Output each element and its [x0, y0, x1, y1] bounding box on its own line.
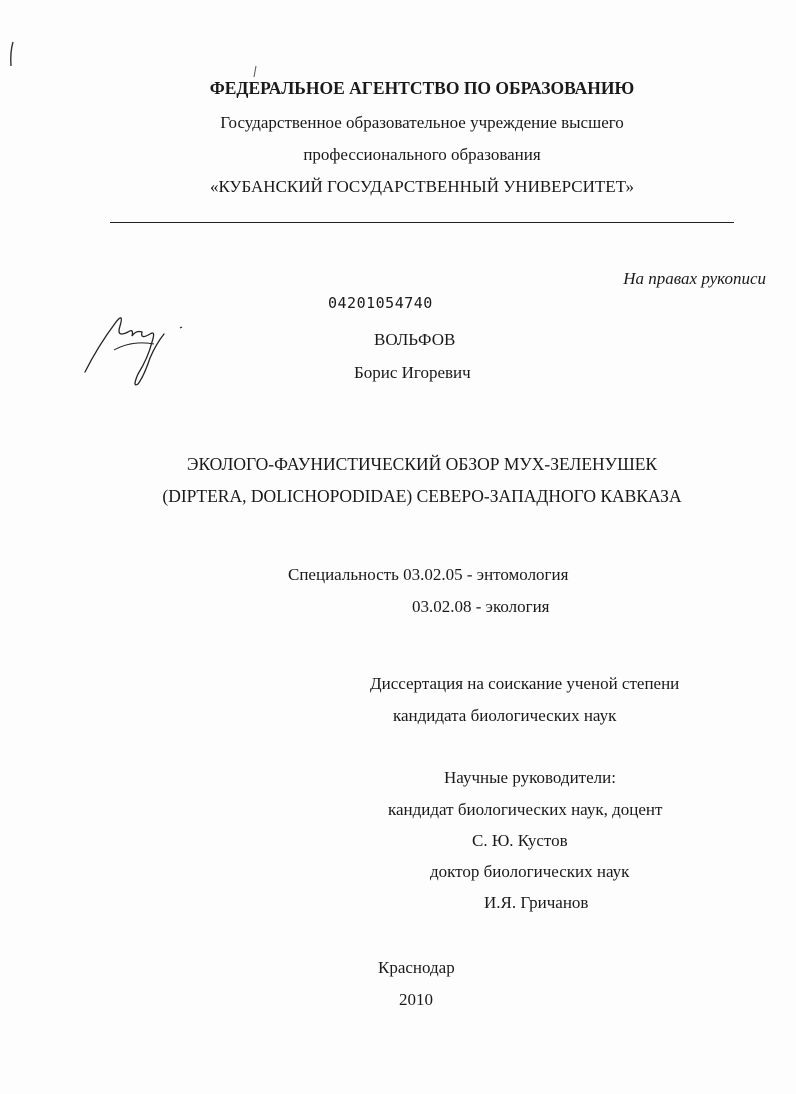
margin-mark [4, 40, 18, 70]
university-name: «КУБАНСКИЙ ГОСУДАРСТВЕННЫЙ УНИВЕРСИТЕТ» [209, 177, 635, 196]
agency-heading: ФЕДЕРАЛЬНОЕ АГЕНТСТВО ПО ОБРАЗОВАНИЮ [209, 78, 635, 98]
year: 2010 [399, 990, 433, 1009]
supervisors-heading: Научные руководители: [444, 768, 616, 787]
city: Краснодар [378, 958, 455, 977]
thesis-title-line2: (DIPTERA, DOLICHOPODIDAE) СЕВЕРО-ЗАПАДНОГО КАВКАЗА [162, 486, 682, 506]
supervisor2-title: доктор биологических наук [430, 862, 630, 881]
author-surname: ВОЛЬФОВ [374, 330, 456, 349]
supervisor1-name: С. Ю. Кустов [472, 831, 568, 850]
specialty-line1: Специальность 03.02.05 - энтомология [288, 565, 569, 584]
author-given-names: Борис Игоревич [354, 363, 471, 382]
supervisor1-title: кандидат биологических наук, доцент [388, 800, 663, 819]
specialty-line2: 03.02.08 - экология [412, 597, 550, 616]
author-signature [80, 300, 200, 395]
institution-line1: Государственное образовательное учреждение высшего [220, 113, 624, 132]
degree-line1: Диссертация на соискание ученой степени [370, 674, 680, 693]
institution-line2: профессионального образования [303, 145, 541, 164]
header-divider [110, 222, 734, 223]
document-number: 04201054740 [328, 294, 433, 312]
rights-note: На правах рукописи [623, 269, 766, 288]
degree-line2: кандидата биологических наук [393, 706, 617, 725]
supervisor2-name: И.Я. Гричанов [484, 893, 589, 912]
thesis-title-line1: ЭКОЛОГО-ФАУНИСТИЧЕСКИЙ ОБЗОР МУХ-ЗЕЛЕНУШЕК [186, 454, 658, 474]
